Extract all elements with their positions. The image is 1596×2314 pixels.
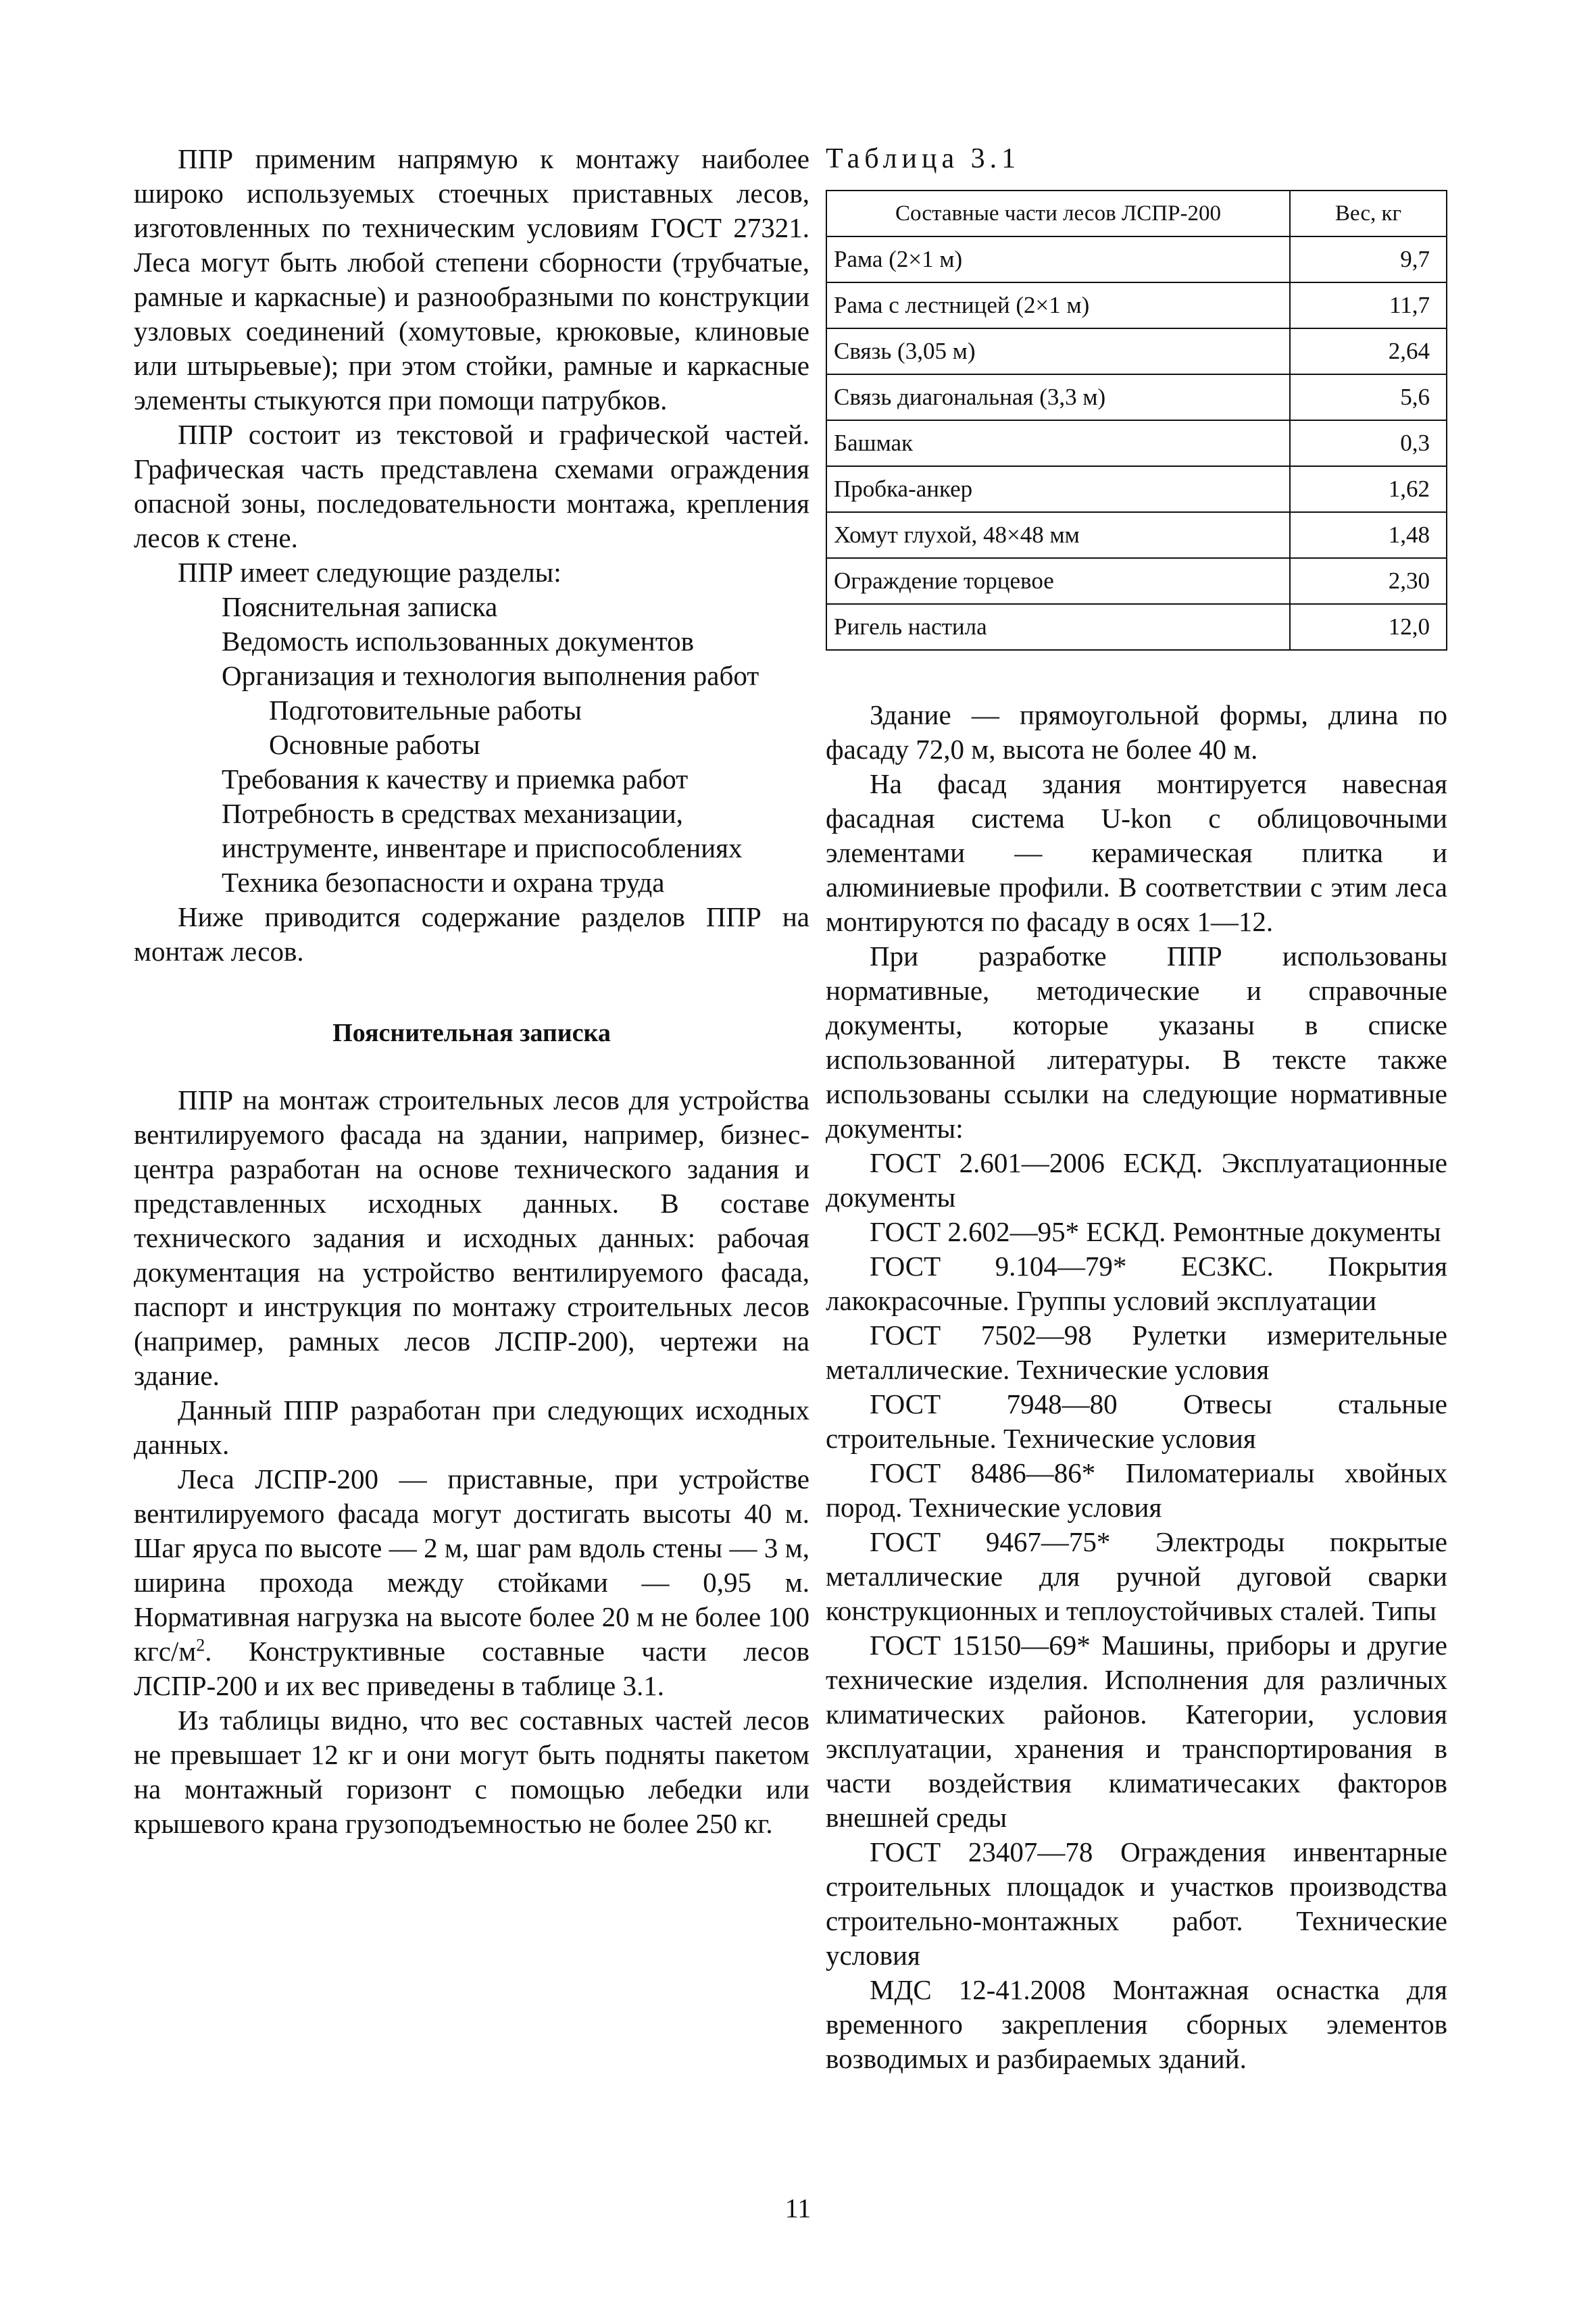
section-item: Пояснительная записка <box>222 591 498 622</box>
intro-paragraph-2: ППР состоит из текстовой и графической частей. Графическая часть представлена схемами ограждения опасной зоны, последовательности монтажа, крепления лесов к стене. <box>134 419 809 553</box>
paragraph-3-text-a: Леса ЛСПР-200 — приставные, при устройстве вентилируемого фасада могут достигать высоты 40 м. Шаг яруса по высоте — 2 м, шаг рам вдоль стены — 3 м, ширина прохода между стойками — 0,95 м. Нормативная нагрузка на высоте более 20 м не более 100 кгс/м <box>134 1463 809 1667</box>
page-number: 11 <box>784 2193 812 2223</box>
part-name: Рама (2×1 м) <box>826 236 1290 282</box>
table-row <box>826 328 1447 374</box>
right-column <box>826 142 1447 2076</box>
part-weight: 12,0 <box>1290 604 1447 650</box>
header-weight: Вес, кг <box>1290 191 1447 236</box>
table-row <box>826 374 1447 420</box>
part-name: Ригель настила <box>826 604 1290 650</box>
left-column <box>134 142 809 1841</box>
reference-item: ГОСТ 8486—86* Пиломатериалы хвойных пород. Технические условия <box>826 1457 1447 1523</box>
section-item: Ведомость использованных документов <box>222 626 694 657</box>
table-row <box>826 282 1447 328</box>
part-weight: 2,30 <box>1290 558 1447 604</box>
intro-paragraph-1: ППР применим напрямую к монтажу наиболее широко используемых стоечных приставных лесов, изготовленных по техническим условиям ГОСТ 27321. Леса могут быть любой степени сборности (трубчатые, рамные и каркасные) и разнообразными по конструкции узловых соединений (хомутовые, крюковые, клиновые или штырьевые); при этом стойки, рамные и каркасные элементы стыкуются при помощи патрубков. <box>134 143 809 416</box>
reference-item: ГОСТ 15150—69* Машины, приборы и другие технические изделия. Исполнения для различных климатических районов. Категории, условия эксплуатации, хранения и транспортирования в части воздействия климатичесаких факторов внешней среды <box>826 1630 1447 1833</box>
section-item: Требования к качеству и приемка работ <box>222 763 689 795</box>
intro-paragraph-3: ППР имеет следующие разделы: <box>178 557 562 588</box>
explanatory-paragraph-4: Из таблицы видно, что вес составных частей лесов не превышает 12 кг и они могут быть подняты пакетом на монтажный горизонт с помощью лебедки или крышевого крана грузоподъемностью не более 250 кг. <box>134 1705 809 1839</box>
parts-weight-table <box>826 190 1447 651</box>
after-sections-paragraph: Ниже приводится содержание разделов ППР на монтаж лесов. <box>134 901 809 967</box>
reference-item: ГОСТ 9467—75* Электроды покрытые металлические для ручной дуговой сварки конструкционных и теплоустойчивых сталей. Типы <box>826 1526 1447 1626</box>
explanatory-paragraph-2: Данный ППР разработан при следующих исходных данных. <box>134 1394 809 1460</box>
facade-paragraph: На фасад здания монтируется навесная фасадная система U-kon с облицовочными элементами — керамическая плитка и алюминиевые профили. В соответствии с этим леса монтируются по фасаду в осях 1—12. <box>826 768 1447 937</box>
sections-list <box>134 590 809 900</box>
header-parts: Составные части лесов ЛСПР-200 <box>826 191 1290 236</box>
part-name: Связь (3,05 м) <box>826 328 1290 374</box>
section-item: Техника безопасности и охрана труда <box>222 867 665 898</box>
table-row <box>826 512 1447 558</box>
table-header-row <box>826 191 1447 236</box>
table-row <box>826 236 1447 282</box>
table-row <box>826 466 1447 512</box>
part-weight: 11,7 <box>1290 282 1447 328</box>
part-weight: 1,48 <box>1290 512 1447 558</box>
table-row <box>826 604 1447 650</box>
explanatory-paragraph-3 <box>134 1462 809 1703</box>
part-name: Башмак <box>826 420 1290 466</box>
documents-paragraph: При разработке ППР использованы нормативные, методические и справочные документы, которые указаны в списке использованной литературы. В тексте также использованы ссылки на следующие нормативные документы: <box>826 940 1447 1144</box>
subsection-item: Подготовительные работы <box>269 695 582 726</box>
part-weight: 5,6 <box>1290 374 1447 420</box>
reference-item: ГОСТ 2.601—2006 ЕСКД. Эксплуатационные документы <box>826 1147 1447 1213</box>
reference-item: ГОСТ 7502—98 Рулетки измерительные металлические. Технические условия <box>826 1319 1447 1385</box>
reference-item: ГОСТ 23407—78 Ограждения инвентарные строительных площадок и участков производства строительно-монтажных работ. Технические условия <box>826 1836 1447 1971</box>
section-item: Организация и технология выполнения работ <box>222 660 759 691</box>
superscript: 2 <box>196 1635 205 1655</box>
part-weight: 2,64 <box>1290 328 1447 374</box>
reference-item: МДС 12-41.2008 Монтажная оснастка для временного закрепления сборных элементов возводимых и разбираемых зданий. <box>826 1974 1447 2074</box>
part-name: Хомут глухой, 48×48 мм <box>826 512 1290 558</box>
part-name: Рама с лестницей (2×1 м) <box>826 282 1290 328</box>
table-caption: Таблица 3.1 <box>826 143 1021 174</box>
table-row <box>826 558 1447 604</box>
part-weight: 9,7 <box>1290 236 1447 282</box>
section-item: Потребность в средствах механизации, инструменте, инвентаре и приспособлениях <box>222 798 743 863</box>
part-name: Связь диагональная (3,3 м) <box>826 374 1290 420</box>
table-row <box>826 420 1447 466</box>
reference-item: ГОСТ 2.602—95* ЕСКД. Ремонтные документы <box>870 1216 1441 1247</box>
part-name: Пробка-анкер <box>826 466 1290 512</box>
reference-item: ГОСТ 9.104—79* ЕСЗКС. Покрытия лакокрасочные. Группы условий эксплуатации <box>826 1251 1447 1316</box>
subsection-item: Основные работы <box>269 729 480 760</box>
part-weight: 0,3 <box>1290 420 1447 466</box>
part-weight: 1,62 <box>1290 466 1447 512</box>
part-name: Ограждение торцевое <box>826 558 1290 604</box>
explanatory-paragraph-1: ППР на монтаж строительных лесов для устройства вентилируемого фасада на здании, например, бизнес-центра разработан на основе технического задания и представленных исходных данных. В составе технического задания и исходных данных: рабочая документация на устройство вентилируемого фасада, паспорт и инструкция по монтажу строительных лесов (например, рамных лесов ЛСПР-200), чертежи на здание. <box>134 1084 809 1391</box>
paragraph-3-text-b: . Конструктивные составные части лесов ЛСПР-200 и их вес приведены в таблице 3.1. <box>134 1636 809 1701</box>
building-paragraph: Здание — прямоугольной формы, длина по фасаду 72,0 м, высота не более 40 м. <box>826 699 1447 765</box>
section-heading: Пояснительная записка <box>332 1019 611 1047</box>
reference-item: ГОСТ 7948—80 Отвесы стальные строительные. Технические условия <box>826 1388 1447 1454</box>
